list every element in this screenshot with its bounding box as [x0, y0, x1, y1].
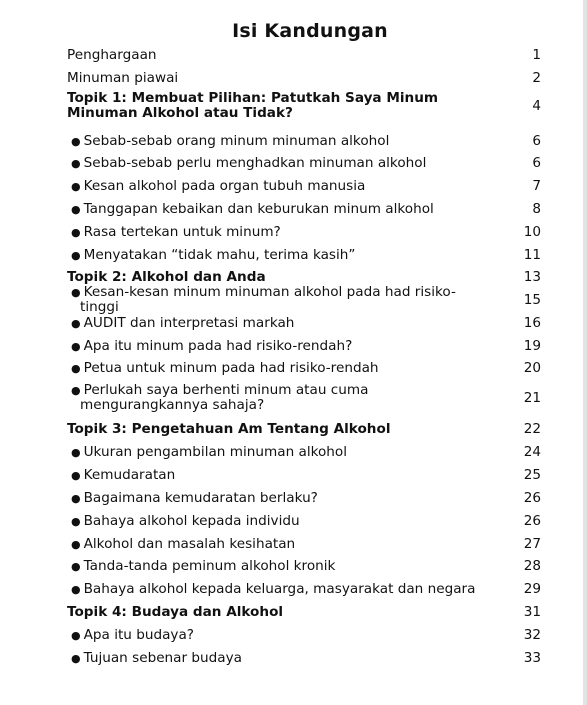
- toc-page-number: 26: [523, 489, 541, 506]
- toc-page-number: 26: [523, 512, 541, 529]
- bullet-icon: ●: [71, 628, 81, 642]
- toc-entry-label: Kemudaratan: [83, 466, 176, 483]
- toc-item: [67, 221, 541, 243]
- toc-page-number: 8: [532, 200, 541, 217]
- toc-entry-label: Bagaimana kemudaratan berlaku?: [83, 489, 318, 506]
- toc-entry-label: Topik 2: Alkohol dan Anda: [67, 268, 266, 285]
- toc-entry-label: Tujuan sebenar budaya: [83, 649, 242, 666]
- toc-topic: [67, 418, 541, 440]
- toc-entry-label: Sebab-sebab orang minum minuman alkohol: [83, 132, 390, 149]
- toc-page-number: 6: [532, 154, 541, 171]
- bullet-icon: ●: [71, 202, 81, 216]
- toc-item: [67, 464, 541, 486]
- bullet-icon: ●: [71, 179, 81, 193]
- toc-item: [67, 335, 541, 357]
- toc-entry-text: [67, 468, 511, 483]
- toc-item: [67, 312, 541, 334]
- toc-item: [67, 533, 541, 555]
- bullet-icon: ●: [71, 537, 81, 551]
- toc-entry-text: [67, 605, 511, 620]
- toc-entry-label: Petua untuk minum pada had risiko-rendah: [83, 359, 379, 376]
- bullet-icon: ●: [71, 286, 81, 299]
- bullet-icon: ●: [71, 384, 81, 397]
- toc-page-number: 1: [532, 46, 541, 63]
- bullet-icon: ●: [71, 316, 81, 330]
- toc-item: [67, 152, 541, 174]
- bullet-icon: ●: [71, 248, 81, 262]
- toc-entry-label: AUDIT dan interpretasi markah: [83, 314, 295, 331]
- toc-entry-label: Topik 3: Pengetahuan Am Tentang Alkohol: [67, 420, 391, 437]
- toc-page-number: 27: [523, 535, 541, 552]
- toc-entry-text: [67, 628, 511, 643]
- toc-page-number: 7: [532, 177, 541, 194]
- toc-entry-label: Tanda-tanda peminum alkohol kronik: [83, 557, 336, 574]
- bullet-icon: ●: [71, 514, 81, 528]
- toc-entry-text: [67, 134, 511, 149]
- toc-entry-label: Bahaya alkohol kepada individu: [83, 512, 300, 529]
- toc-entry-text: [67, 383, 511, 413]
- toc-entry-text: [67, 582, 511, 597]
- toc-entry-text: [67, 651, 511, 666]
- bullet-icon: ●: [71, 468, 81, 482]
- toc-entry: [67, 67, 541, 89]
- toc-item: [67, 175, 541, 197]
- toc-entry-text: [67, 339, 511, 354]
- toc-item: [67, 244, 541, 266]
- bullet-icon: ●: [71, 445, 81, 459]
- bullet-icon: ●: [71, 559, 81, 573]
- toc-entry-text: [67, 91, 511, 121]
- toc-entry-label: Apa itu minum pada had risiko-rendah?: [83, 337, 353, 354]
- toc-entry-text: [67, 422, 511, 437]
- toc-entry-text: [67, 71, 511, 86]
- toc-page-number: 33: [523, 649, 541, 666]
- toc-page-number: 32: [523, 626, 541, 643]
- toc-page-number: 29: [523, 580, 541, 597]
- toc-topic: [67, 601, 541, 623]
- toc-entry-label: Topik 1: Membuat Pilihan: Patutkah Saya Minum Minuman Alkohol atau Tidak?: [67, 90, 439, 121]
- toc-page-number: 16: [523, 314, 541, 331]
- toc-entry-text: [67, 491, 511, 506]
- toc-entry-text: [67, 248, 511, 263]
- toc-item: [67, 487, 541, 509]
- toc-page-number: 10: [523, 223, 541, 240]
- toc-item: [67, 130, 541, 152]
- toc-page-number: 2: [532, 69, 541, 86]
- toc-entry-label: Kesan alkohol pada organ tubuh manusia: [83, 177, 366, 194]
- bullet-icon: ●: [71, 361, 81, 375]
- toc-entry-text: [67, 179, 511, 194]
- bullet-icon: ●: [71, 651, 81, 665]
- toc-item: [67, 357, 541, 379]
- toc-page-number: 24: [523, 443, 541, 460]
- toc-page-number: 15: [523, 291, 541, 308]
- toc-entry-text: [67, 202, 511, 217]
- toc-item: [67, 284, 541, 315]
- bullet-icon: ●: [71, 134, 81, 148]
- toc-page-number: 4: [532, 97, 541, 114]
- toc-entry-text: [67, 537, 511, 552]
- toc-entry-text: [67, 559, 511, 574]
- toc-entry-label: Ukuran pengambilan minuman alkohol: [83, 443, 348, 460]
- toc-entry-text: [67, 225, 511, 240]
- toc-entry-label: Perlukah saya berhenti minum atau cuma mengurangkannya sahaja?: [80, 382, 369, 413]
- toc-item: [67, 198, 541, 220]
- toc-entry-label: Tanggapan kebaikan dan keburukan minum alkohol: [83, 200, 434, 217]
- toc-page-number: 6: [532, 132, 541, 149]
- bullet-icon: ●: [71, 156, 81, 170]
- toc-item: [67, 578, 541, 600]
- toc-page-number: 21: [523, 389, 541, 406]
- toc-item: [67, 624, 541, 646]
- page-title: Isi Kandungan: [232, 20, 388, 42]
- toc-item: [67, 381, 541, 415]
- toc-entry-label: Rasa tertekan untuk minum?: [83, 223, 281, 240]
- toc-entry-text: [67, 270, 511, 285]
- toc-page-number: 22: [523, 420, 541, 437]
- bullet-icon: ●: [71, 582, 81, 596]
- toc-page-number: 31: [523, 603, 541, 620]
- toc-topic: [67, 91, 541, 121]
- bullet-icon: ●: [71, 339, 81, 353]
- toc-entry-text: [67, 514, 511, 529]
- page-edge: [583, 0, 587, 705]
- toc-page-number: 13: [523, 268, 541, 285]
- bullet-icon: ●: [71, 491, 81, 505]
- toc-entry-label: Apa itu budaya?: [83, 626, 195, 643]
- toc-entry-label: Sebab-sebab perlu menghadkan minuman alkohol: [83, 154, 427, 171]
- toc-page-number: 19: [523, 337, 541, 354]
- toc-entry-label: Minuman piawai: [67, 69, 179, 86]
- toc-page-number: 20: [523, 359, 541, 376]
- toc-entry-label: Penghargaan: [67, 46, 157, 63]
- toc-item: [67, 555, 541, 577]
- toc-item: [67, 510, 541, 532]
- toc-entry-text: [67, 316, 511, 331]
- toc-entry-text: [67, 285, 511, 315]
- toc-entry: [67, 44, 541, 66]
- toc-entry-label: Menyatakan “tidak mahu, terima kasih”: [83, 246, 356, 263]
- toc-entry-text: [67, 361, 511, 376]
- toc-page-number: 25: [523, 466, 541, 483]
- bullet-icon: ●: [71, 225, 81, 239]
- toc-item: [67, 441, 541, 463]
- toc-page-number: 28: [523, 557, 541, 574]
- toc-entry-label: Alkohol dan masalah kesihatan: [83, 535, 296, 552]
- toc-page-number: 11: [523, 246, 541, 263]
- toc-entry-text: [67, 445, 511, 460]
- toc-item: [67, 647, 541, 669]
- toc-entry-text: [67, 156, 511, 171]
- toc-entry-label: Topik 4: Budaya dan Alkohol: [67, 603, 284, 620]
- toc-entry-label: Kesan-kesan minum minuman alkohol pada had risiko-tinggi: [80, 284, 456, 315]
- toc-entry-label: Bahaya alkohol kepada keluarga, masyarakat dan negara: [83, 580, 476, 597]
- toc-entry-text: [67, 48, 511, 63]
